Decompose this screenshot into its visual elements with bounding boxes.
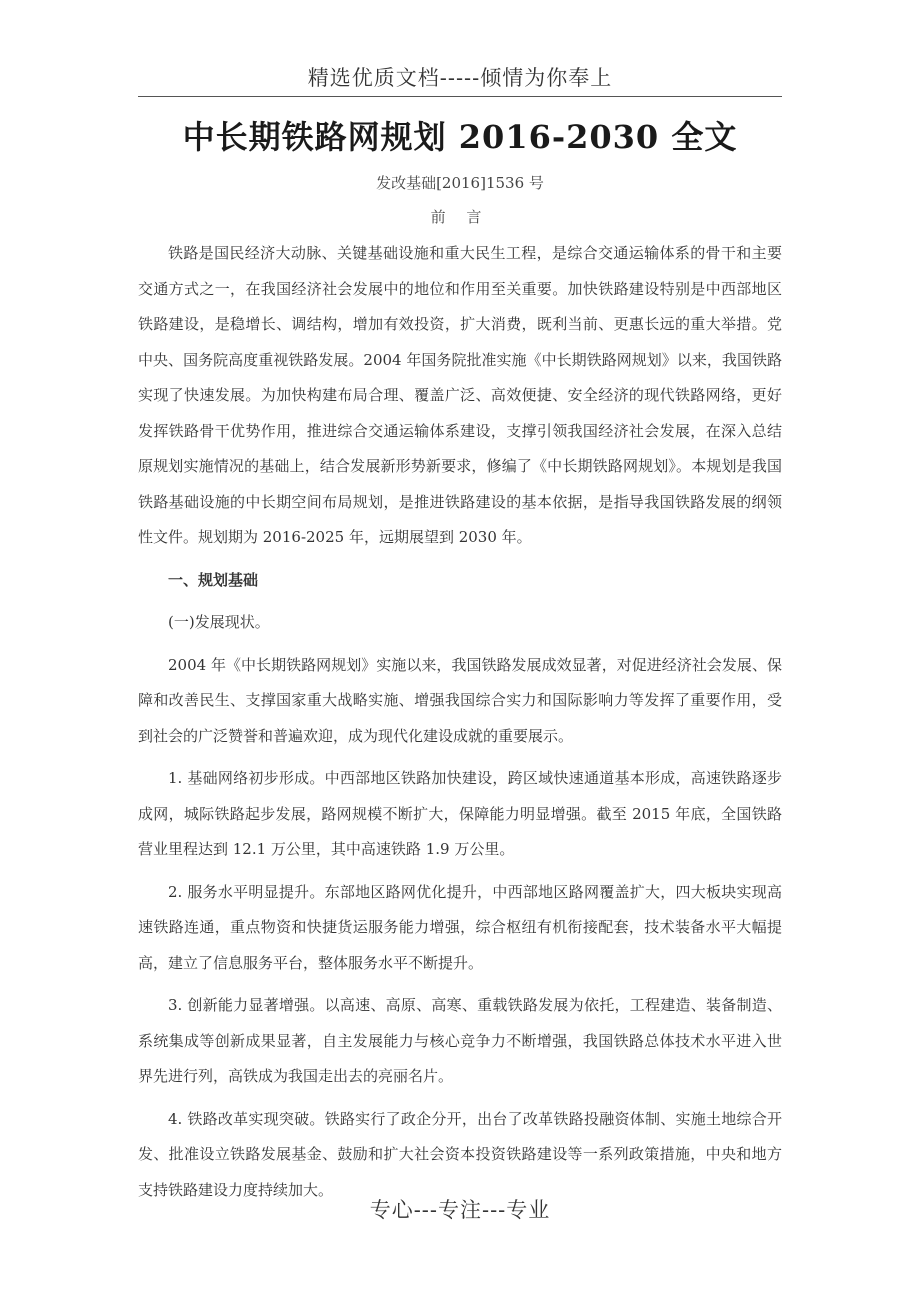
page-footer: 专心---专注---专业 <box>369 1198 551 1222</box>
subsection-heading: (一)发展现状。 <box>168 613 270 631</box>
section-heading: 一、规划基础 <box>168 570 259 589</box>
paragraph-status: 2004 年《中长期铁路网规划》实施以来，我国铁路发展成效显著，对促进经济社会发展、保障和改善民生、支撑国家重大战略实施、增强我国综合实力和国际影响力等发挥了重要作用，受到社会的广泛赞誉和普遍欢迎，成为现代化建设成就的重要展示。 <box>138 655 782 745</box>
paragraph-item-1: 1. 基础网络初步形成。中西部地区铁路加快建设，跨区域快速通道基本形成，高速铁路逐步成网，城际铁路起步发展，路网规模不断扩大，保障能力明显增强。截至 2015 年底，全国铁路营业里程达到 12.1 万公里，其中高速铁路 1.9 万公里。 <box>138 769 782 858</box>
paragraph-item-2: 2. 服务水平明显提升。东部地区路网优化提升，中西部地区路网覆盖扩大，四大板块实现高速铁路连通，重点物资和快捷货运服务能力增强，综合枢纽有机衔接配套，技术装备水平大幅提高，建立了信息服务平台，整体服务水平不断提升。 <box>138 882 782 972</box>
preface-title: 前 言 <box>430 208 490 226</box>
document-body <box>138 236 782 1215</box>
document-number: 发改基础[2016]1536 号 <box>376 174 544 192</box>
paragraph-item-4: 4. 铁路改革实现突破。铁路实行了政企分开，出台了改革铁路投融资体制、实施土地综合开发、批准设立铁路发展基金、鼓励和扩大社会资本投资铁路建设等一系列政策措施，中央和地方支持铁路建设力度持续加大。 <box>138 1109 782 1199</box>
header-divider <box>138 96 782 97</box>
page-header: 精选优质文档-----倾情为你奉上 <box>307 66 613 90</box>
document-title: 中长期铁路网规划 2016-2030 全文 <box>182 118 738 156</box>
paragraph-item-3: 3. 创新能力显著增强。以高速、高原、高寒、重载铁路发展为依托，工程建造、装备制造、系统集成等创新成果显著，自主发展能力与核心竞争力不断增强，我国铁路总体技术水平进入世界先进行列，高铁成为我国走出去的亮丽名片。 <box>138 996 782 1085</box>
paragraph-preface: 铁路是国民经济大动脉、关键基础设施和重大民生工程，是综合交通运输体系的骨干和主要交通方式之一，在我国经济社会发展中的地位和作用至关重要。加快铁路建设特别是中西部地区铁路建设，是稳增长、调结构，增加有效投资，扩大消费，既利当前、更惠长远的重大举措。党中央、国务院高度重视铁路发展。2004 年国务院批准实施《中长期铁路网规划》以来，我国铁路实现了快速发展。为加快构建布局合理、覆盖广泛、高效便捷、安全经济的现代铁路网络，更好发挥铁路骨干优势作用，推进综合交通运输体系建设，支撑引领我国经济社会发展，在深入总结原规划实施情况的基础上，结合发展新形势新要求，修编了《中长期铁路网规划》。本规划是我国铁路基础设施的中长期空间布局规划，是推进铁路建设的基本依据，是指导我国铁路发展的纲领性文件。规划期为 2016-2025 年，远期展望到 2030 年。 <box>138 244 782 546</box>
